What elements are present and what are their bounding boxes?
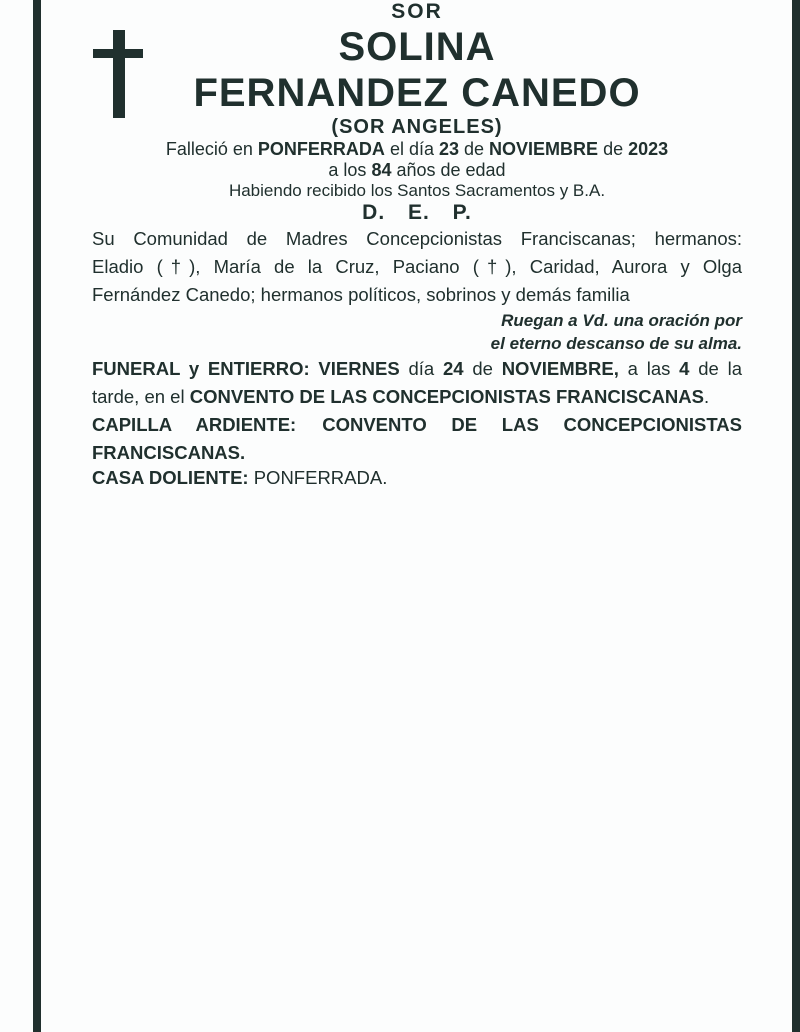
funeral-place: CONVENTO DE LAS CONCEPCIONISTAS FRANCISCANAS [189, 386, 704, 407]
family-line-3: Fernández Canedo; hermanos políticos, sobrinos y demás familia [92, 284, 630, 305]
death-place: PONFERRADA [257, 139, 385, 159]
funeral-text: día [399, 358, 443, 379]
funeral-notice [92, 355, 742, 411]
funeral-line-2 [92, 383, 742, 411]
funeral-line-1 [92, 355, 742, 383]
mourning-house-label: CASA DOLIENTE: [92, 467, 249, 488]
death-mid: el día [384, 139, 439, 159]
family-line-2: Eladio (†), María de la Cruz, Paciano (†), Caridad, Aurora y Olga [92, 256, 742, 277]
chapel-place-line1: CONVENTO DE LAS CONCEPCIONISTAS [322, 414, 742, 435]
prayer-line-2: el eterno descanso de su alma. [490, 334, 742, 353]
family-paragraph [92, 225, 742, 309]
funeral-day: 24 [442, 358, 464, 379]
chapel-line-1 [92, 411, 742, 439]
sacraments-line: Habiendo recibido los Santos Sacramentos y B.A. [228, 181, 606, 200]
death-day: 23 [438, 139, 460, 159]
age-value: 84 [371, 160, 392, 180]
death-date-line [92, 139, 742, 160]
deceased-name-line1: SOLINA [338, 25, 496, 69]
chapel-label: CAPILLA ARDIENTE: [92, 414, 297, 435]
chapel-place-line2: FRANCISCANAS. [92, 442, 246, 463]
funeral-label: FUNERAL y ENTIERRO: VIERNES [92, 358, 400, 379]
death-de2: de [598, 139, 629, 159]
age-line [92, 160, 742, 181]
funeral-hour: 4 [679, 358, 690, 379]
family-line-1: Su Comunidad de Madres Concepcionistas Franciscanas; hermanos: [92, 228, 742, 249]
chapel-notice [92, 411, 742, 467]
funeral-text: de la [689, 358, 743, 379]
deceased-name-line2: FERNANDEZ CANEDO [193, 71, 641, 115]
death-year: 2023 [628, 139, 669, 159]
mourning-house-line [92, 467, 742, 489]
funeral-text: . [703, 386, 710, 407]
chapel-line-2 [92, 439, 742, 467]
rip-initials: D. E. P. [362, 201, 472, 224]
death-prefix: Falleció en [165, 139, 258, 159]
prayer-line-1: Ruegan a Vd. una oración por [501, 311, 742, 330]
funeral-month: NOVIEMBRE, [501, 358, 619, 379]
age-prefix: a los [328, 160, 372, 180]
funeral-text: tarde, en el [92, 386, 190, 407]
funeral-text: de [463, 358, 502, 379]
death-month: NOVIEMBRE [489, 139, 599, 159]
order-title: SOR [391, 0, 443, 23]
death-de1: de [459, 139, 490, 159]
prayer-request [92, 309, 742, 355]
religious-name: (SOR ANGELES) [331, 116, 503, 138]
funeral-text: a las [618, 358, 680, 379]
esquela-content [0, 0, 800, 489]
age-suffix: años de edad [391, 160, 506, 180]
mourning-house-value: PONFERRADA. [248, 467, 388, 488]
